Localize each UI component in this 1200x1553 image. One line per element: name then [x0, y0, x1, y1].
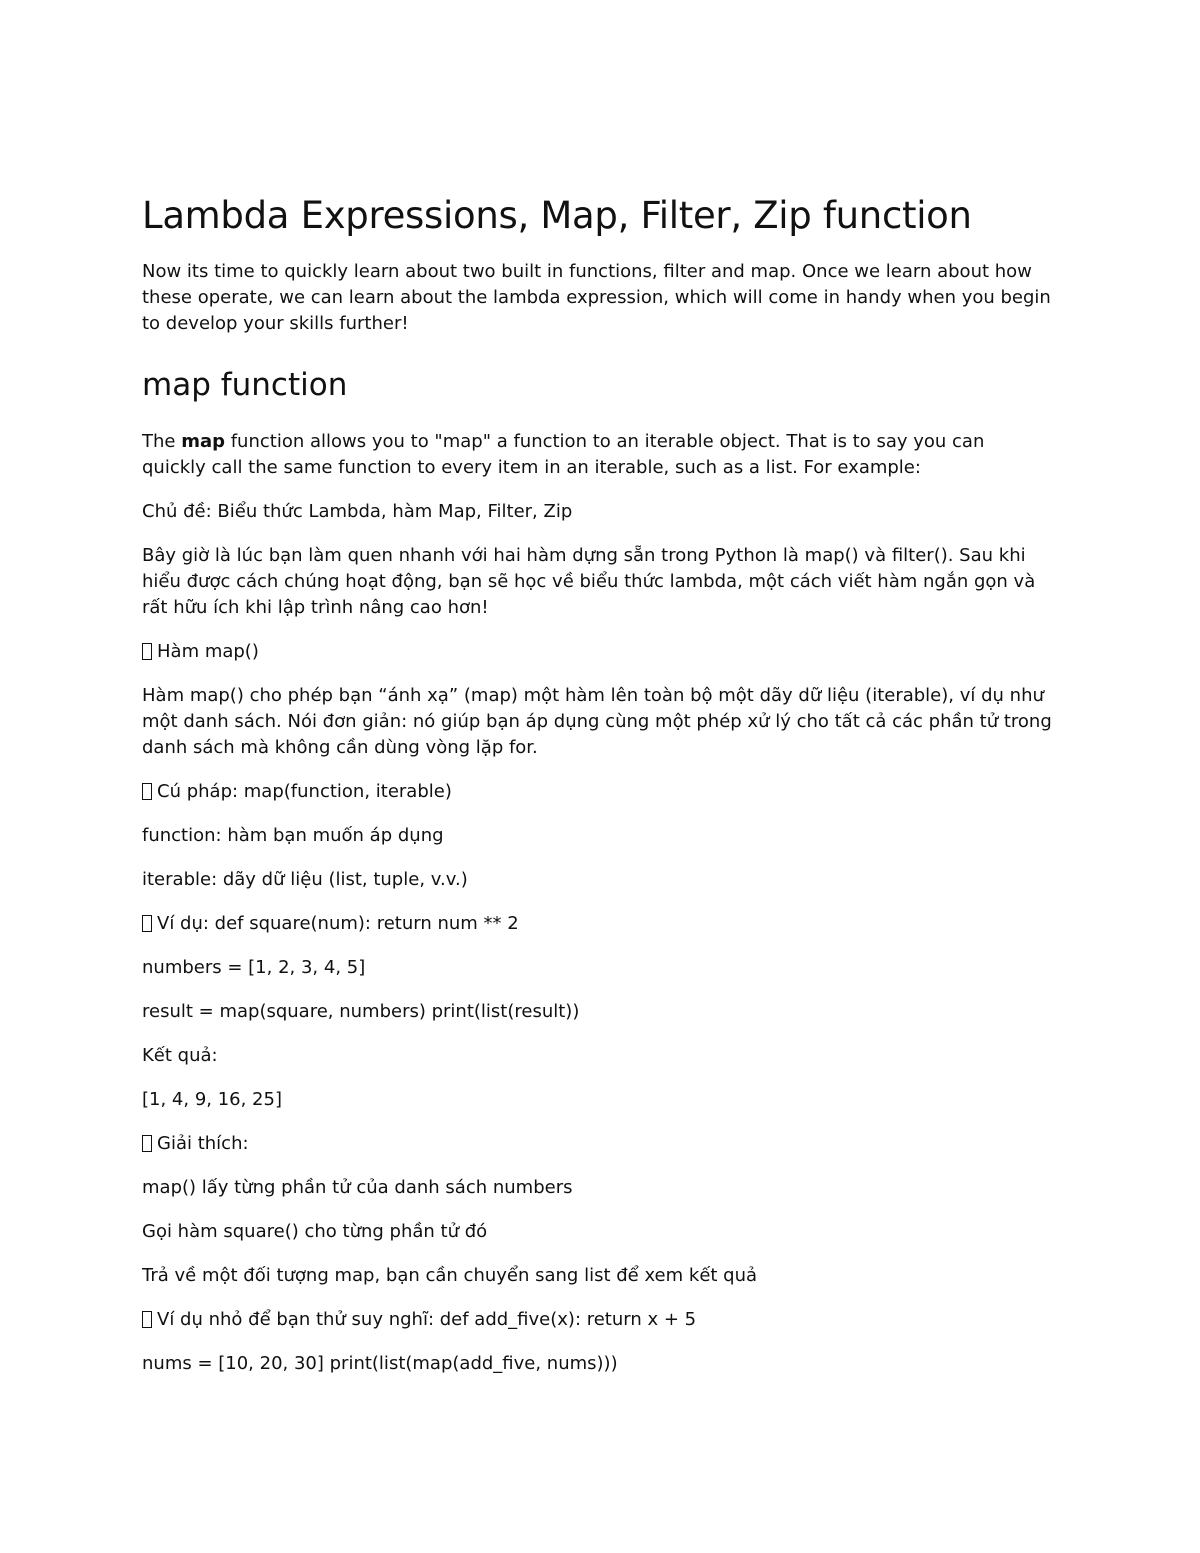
missing-glyph-icon	[142, 783, 152, 800]
desc-prefix: The	[142, 431, 182, 452]
map-heading-line	[142, 639, 1052, 665]
example-text: Ví dụ: def square(num): return num ** 2	[157, 913, 519, 934]
syntax-text: Cú pháp: map(function, iterable)	[157, 781, 452, 802]
document-page	[142, 190, 1052, 1377]
section-heading-map: map function	[142, 367, 348, 403]
explain-item-2: Gọi hàm square() cho từng phần tử đó	[142, 1221, 488, 1242]
result-value: [1, 4, 9, 16, 25]	[142, 1089, 282, 1110]
desc-suffix: function allows you to "map" a function to an iterable object. That is to say you can quickly call the same function to every item in an iterable, such as a list. For example:	[142, 431, 985, 478]
example-line	[142, 911, 1052, 937]
map-description-paragraph	[142, 429, 1052, 481]
missing-glyph-icon	[142, 643, 152, 660]
small-example-line	[142, 1307, 1052, 1333]
map-desc-paragraph: Hàm map() cho phép bạn “ánh xạ” (map) một hàm lên toàn bộ một dãy dữ liệu (iterable), ví dụ như một danh sách. Nói đơn giản: nó giúp bạn áp dụng cùng một phép xử lý cho tất cả các phần tử trong danh sách mà không cần dùng vòng lặp for.	[142, 685, 1052, 758]
desc-bold-map: map	[181, 431, 225, 452]
topic-line: Chủ đề: Biểu thức Lambda, hàm Map, Filter, Zip	[142, 501, 573, 522]
result-label: Kết quả:	[142, 1045, 218, 1066]
map-heading-text: Hàm map()	[157, 641, 259, 662]
explain-item-1: map() lấy từng phần tử của danh sách numbers	[142, 1177, 573, 1198]
result-code-line: result = map(square, numbers) print(list(result))	[142, 1001, 580, 1022]
numbers-line: numbers = [1, 2, 3, 4, 5]	[142, 957, 366, 978]
vietnamese-intro-paragraph: Bây giờ là lúc bạn làm quen nhanh với hai hàm dựng sẵn trong Python là map() và filter(). Sau khi hiểu được cách chúng hoạt động, bạn sẽ học về biểu thức lambda, một cách viết hàm ngắn gọn và rất hữu ích khi lập trình nâng cao hơn!	[142, 545, 1036, 618]
missing-glyph-icon	[142, 915, 152, 932]
explain-heading-line	[142, 1131, 1052, 1157]
intro-paragraph: Now its time to quickly learn about two built in functions, filter and map. Once we learn about how these operate, we can learn about the lambda expression, which will come in handy when you begin to develop your skills further!	[142, 261, 1051, 334]
iterable-desc-line: iterable: dãy dữ liệu (list, tuple, v.v.)	[142, 869, 468, 890]
document-title: Lambda Expressions, Map, Filter, Zip function	[142, 194, 972, 237]
explain-heading-text: Giải thích:	[157, 1133, 249, 1154]
explain-item-3: Trả về một đối tượng map, bạn cần chuyển sang list để xem kết quả	[142, 1265, 758, 1286]
missing-glyph-icon	[142, 1135, 152, 1152]
syntax-line	[142, 779, 1052, 805]
missing-glyph-icon	[142, 1311, 152, 1328]
nums-line: nums = [10, 20, 30] print(list(map(add_five, nums)))	[142, 1353, 618, 1374]
small-example-text: Ví dụ nhỏ để bạn thử suy nghĩ: def add_five(x): return x + 5	[157, 1309, 697, 1330]
function-desc-line: function: hàm bạn muốn áp dụng	[142, 825, 444, 846]
